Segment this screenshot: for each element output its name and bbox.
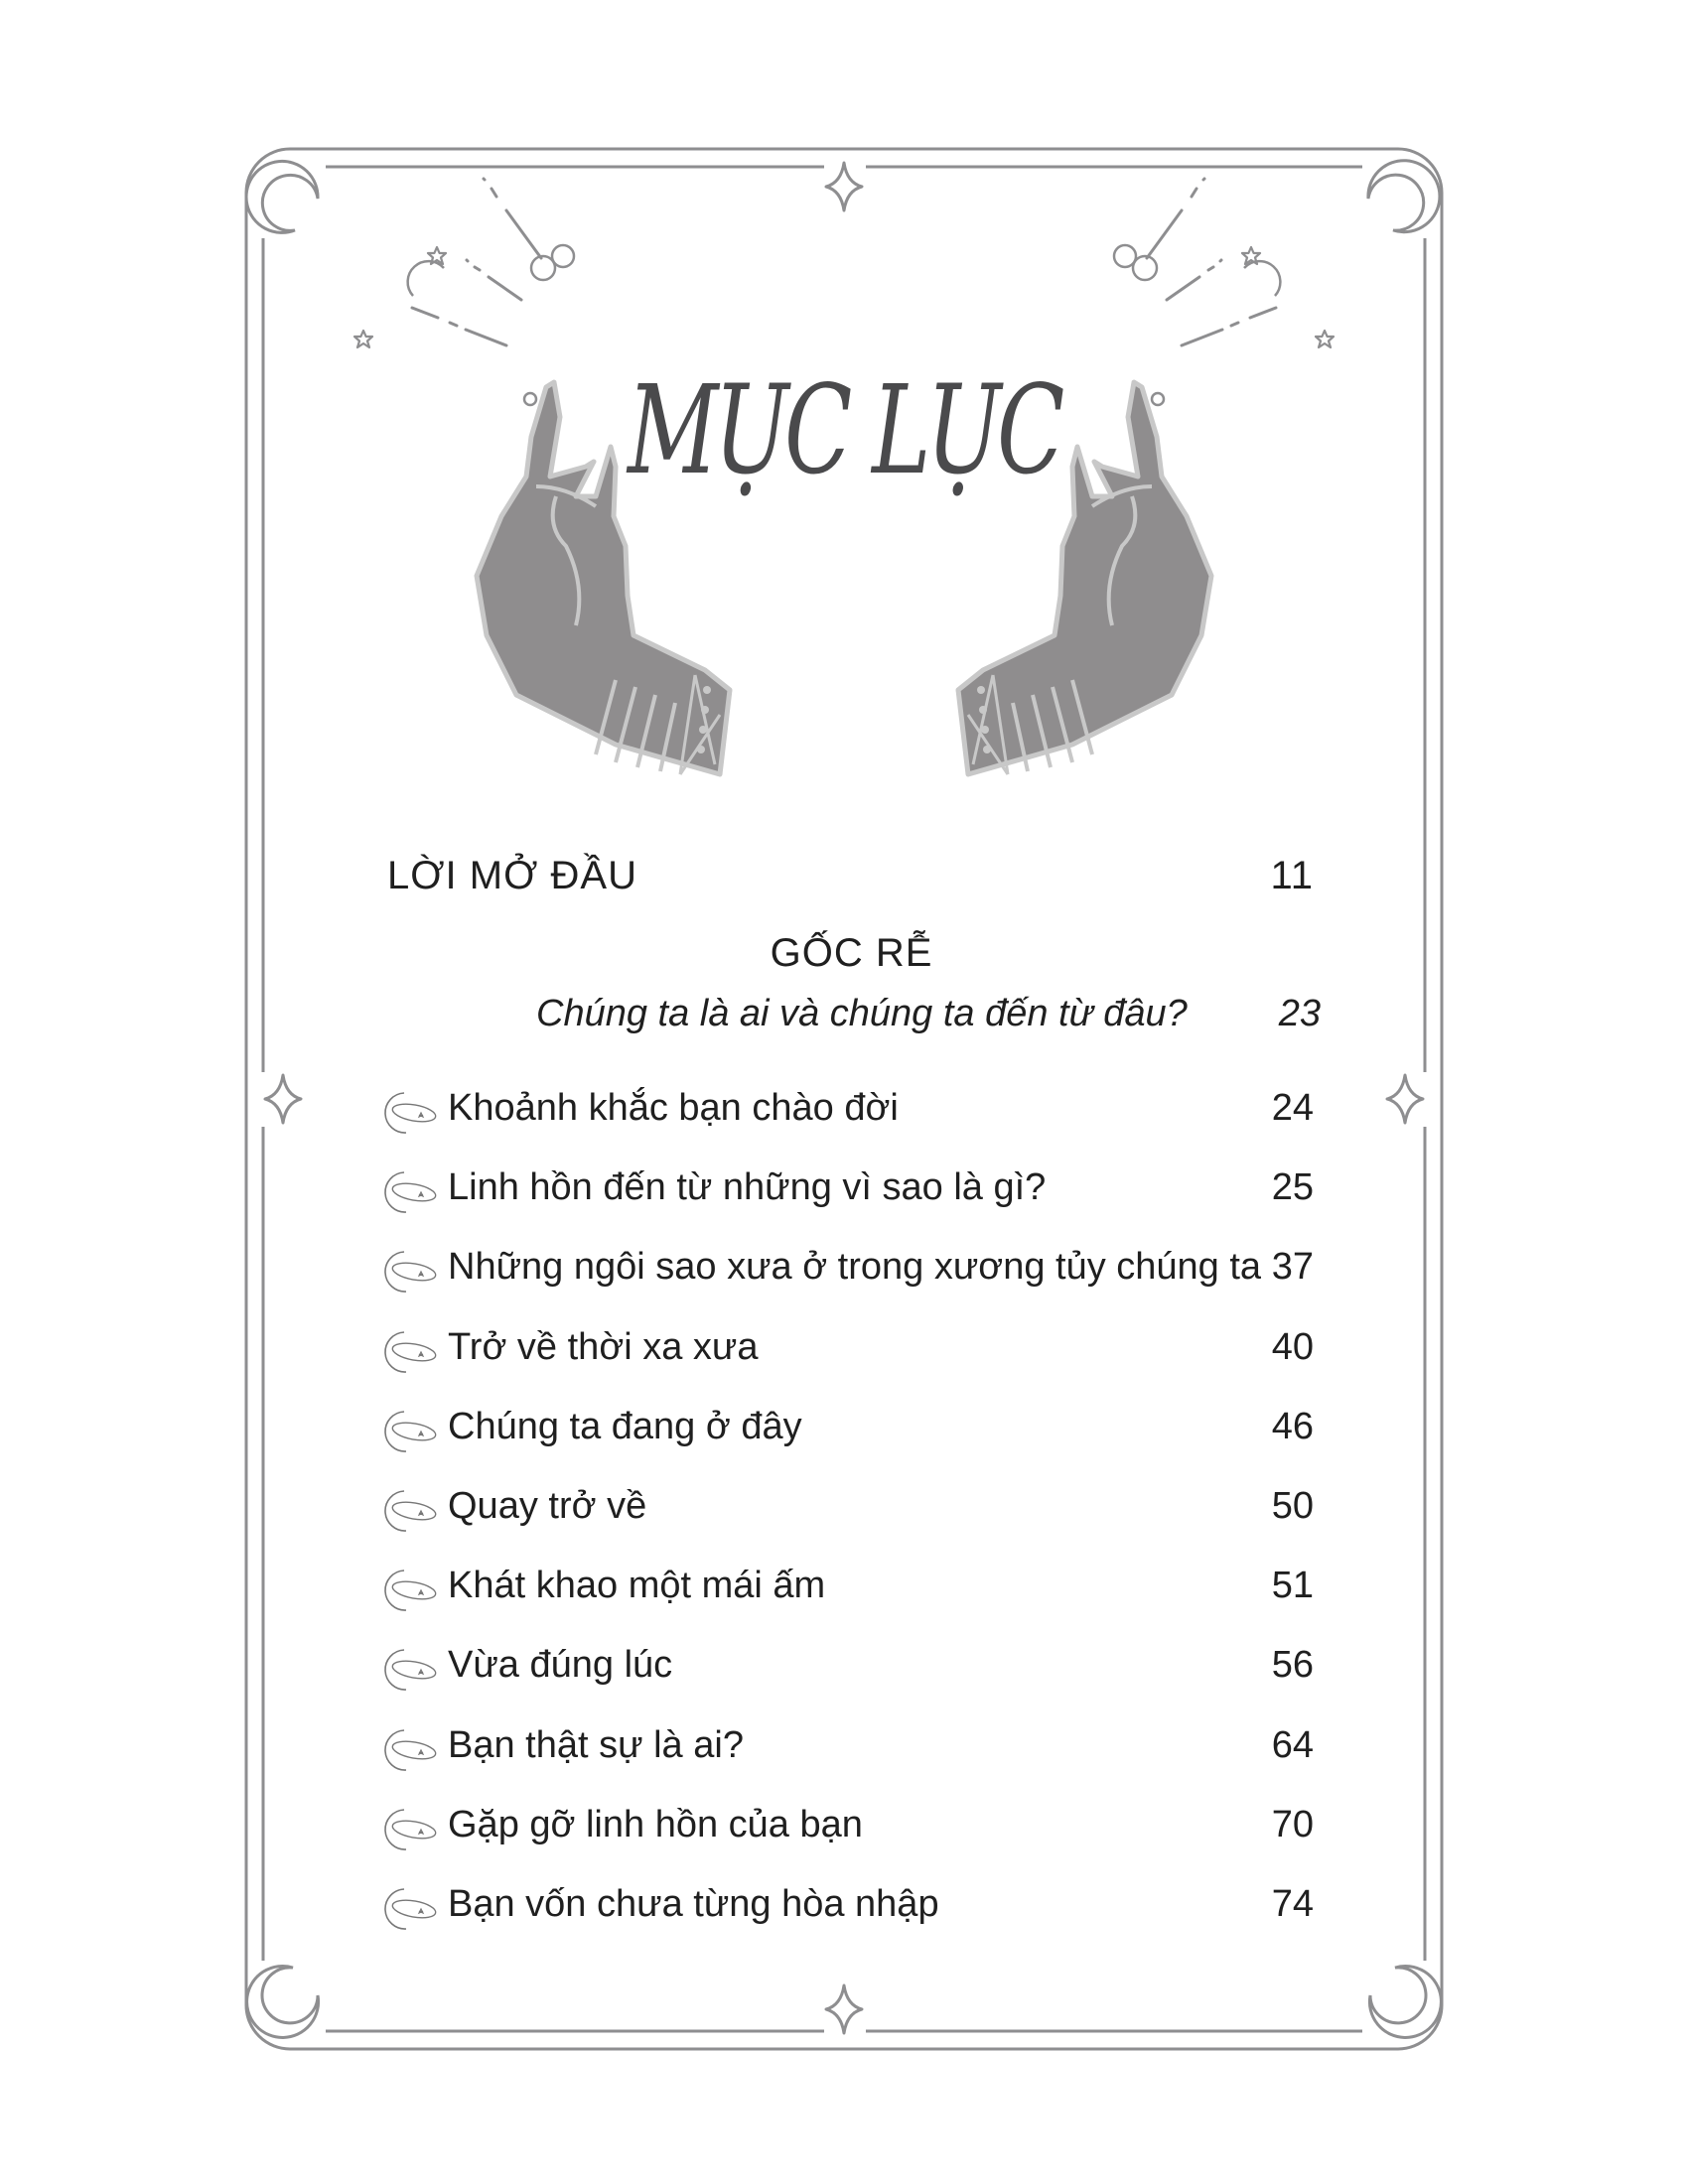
- toc-entry-label: Những ngôi sao xưa ở trong xương tủy chúng ta: [448, 1246, 1262, 1289]
- toc-intro-page: 11: [1270, 854, 1314, 897]
- moon-planet-icon: [382, 1806, 440, 1853]
- toc-entry[interactable]: [382, 1087, 1321, 1166]
- toc-entry-page: 46: [1271, 1405, 1314, 1447]
- toc-entry-label: Gặp gỡ linh hồn của bạn: [448, 1803, 863, 1845]
- toc-entries: [382, 1087, 1321, 1963]
- toc-entry[interactable]: [382, 1166, 1321, 1246]
- toc-entry-page: 25: [1271, 1166, 1314, 1209]
- moon-planet-icon: [382, 1567, 440, 1614]
- toc-entry-label: Khát khao một mái ấm: [448, 1565, 826, 1607]
- toc-entry-label: Vừa đúng lúc: [448, 1644, 673, 1687]
- moon-planet-icon: [382, 1408, 440, 1455]
- toc-entry-page: 24: [1271, 1087, 1314, 1129]
- toc-entry-page: 64: [1271, 1723, 1314, 1766]
- toc-entry[interactable]: [382, 1724, 1321, 1804]
- toc-entry-page: 74: [1271, 1882, 1314, 1925]
- crescent-moon-icon-bottom-left: [247, 1966, 319, 2037]
- toc-entry-label: Trở về thời xa xưa: [448, 1325, 759, 1368]
- moon-planet-icon: [382, 1248, 440, 1296]
- moon-planet-icon: [382, 1168, 440, 1216]
- moon-planet-icon: [382, 1885, 440, 1933]
- toc-entry[interactable]: [382, 1883, 1321, 1963]
- toc-intro-label: LỜI MỞ ĐẦU: [387, 854, 637, 897]
- toc-entry-page: 56: [1271, 1644, 1314, 1687]
- toc-entry-label: Bạn vốn chưa từng hòa nhập: [448, 1882, 939, 1925]
- toc-entry[interactable]: [382, 1804, 1321, 1883]
- moon-planet-icon: [382, 1726, 440, 1774]
- toc-entry-page: 70: [1271, 1803, 1314, 1845]
- toc-entry-label: Linh hồn đến từ những vì sao là gì?: [448, 1166, 1047, 1209]
- toc-entry-page: 51: [1271, 1565, 1314, 1607]
- toc-entry-label: Khoảnh khắc bạn chào đời: [448, 1087, 899, 1129]
- toc-entry-label: Quay trở về: [448, 1484, 647, 1527]
- crescent-moon-icon-bottom-right: [1369, 1966, 1441, 2037]
- toc-entry-label: Chúng ta đang ở đây: [448, 1405, 802, 1447]
- crescent-moon-icon-top-left: [246, 161, 318, 232]
- toc-entry[interactable]: [382, 1406, 1321, 1485]
- toc-intro-entry[interactable]: [382, 854, 1321, 913]
- toc-entry[interactable]: [382, 1485, 1321, 1565]
- toc-entry-page: 40: [1271, 1325, 1314, 1368]
- part-subtitle-label: Chúng ta là ai và chúng ta đến từ đâu?: [536, 993, 1188, 1034]
- toc-entry-label: Bạn thật sự là ai?: [448, 1723, 744, 1766]
- moon-planet-icon: [382, 1328, 440, 1376]
- toc-entry-page: 37: [1271, 1246, 1314, 1289]
- page-title: MỤC LỤC: [628, 359, 1060, 502]
- toc-entry-page: 50: [1271, 1484, 1314, 1527]
- toc-entry[interactable]: [382, 1644, 1321, 1723]
- moon-planet-icon: [382, 1089, 440, 1137]
- moon-planet-icon: [382, 1487, 440, 1535]
- part-title: GỐC RỄ: [770, 931, 933, 975]
- crescent-moon-icon-top-right: [1368, 161, 1440, 232]
- toc-entry[interactable]: [382, 1246, 1321, 1325]
- toc-entry[interactable]: [382, 1565, 1321, 1644]
- toc-entry[interactable]: [382, 1326, 1321, 1406]
- part-subtitle-page: 23: [1278, 993, 1321, 1034]
- moon-planet-icon: [382, 1646, 440, 1694]
